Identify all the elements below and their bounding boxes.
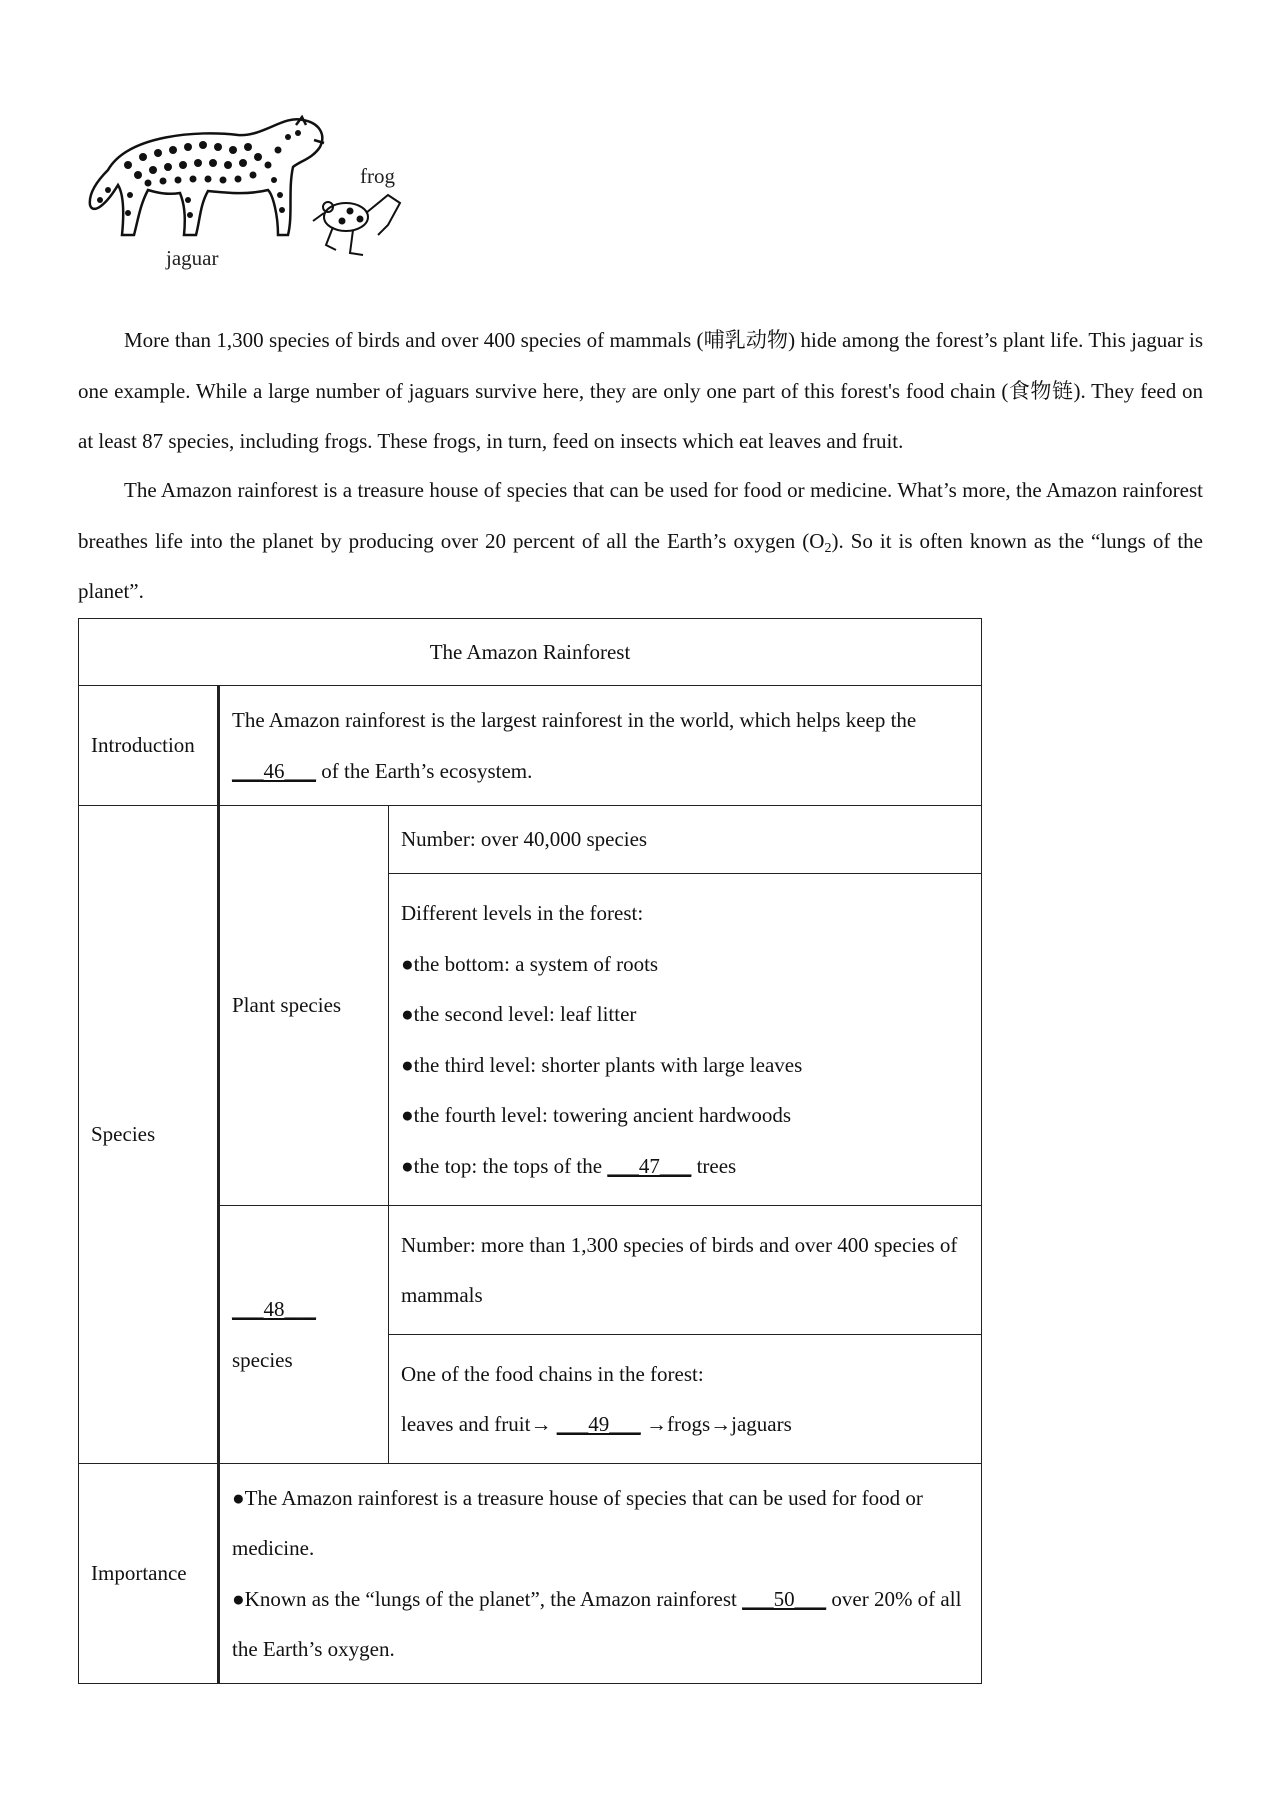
level-item: ●the second level: leaf litter <box>401 1002 637 1026</box>
introduction-text: The Amazon rainforest is the largest rainforest in the world, which helps keep the ___46___ of the Earth’s ecosystem. <box>219 686 982 806</box>
plant-species-label: Plant species <box>219 806 389 1206</box>
blank-47[interactable]: ___47___ <box>607 1153 692 1178</box>
jaguar-frog-illustration <box>88 95 428 280</box>
levels-heading: Different levels in the forest: <box>401 901 644 925</box>
food-chain-line: leaves and fruit→ ___49___ →frogs→jaguars <box>401 1412 792 1436</box>
paragraph-importance <box>78 465 1203 617</box>
table-title-row <box>79 619 982 686</box>
introduction-row <box>79 686 982 806</box>
importance-point: ●The Amazon rainforest is a treasure house of species that can be used for food or medicine. <box>232 1485 923 1560</box>
frog-drawing <box>313 195 400 255</box>
plant-number-row <box>79 806 982 874</box>
level-item-top: ●the top: the tops of the ___47___ trees <box>401 1153 737 1178</box>
paragraph-text: More than 1,300 species of birds and over 400 species of mammals (哺乳动物) hide among the forest’s plant life. This jaguar is one example. While a large number of jaguars survive here, they are only one part of this forest's food chain (食物链). They feed on at least 87 species, including frogs. These frogs, in turn, feed on insects which eat leaves and fruit. <box>78 328 1203 453</box>
importance-text <box>219 1464 982 1684</box>
level-item: ●the bottom: a system of roots <box>401 951 659 976</box>
rainforest-summary-table <box>78 618 982 1684</box>
blank-48[interactable]: ___48___ <box>232 1297 316 1321</box>
paragraph-food-chain <box>78 315 1203 467</box>
blank-49[interactable]: ___49___ <box>556 1412 641 1436</box>
paragraph-text-end: ). So it is often known as the “lungs of the planet”. <box>78 528 1203 603</box>
importance-label: Importance <box>79 1464 219 1684</box>
level-item: ●the third level: shorter plants with large leaves <box>401 1052 803 1077</box>
species-label: Species <box>79 806 219 1464</box>
paragraph-text-start: The Amazon rainforest is a treasure house of species that can be used for food or medicine. What’s more, the Amazon rainforest breathes life into the planet by producing over 20 percent of all the Earth’s oxygen (O <box>78 478 1203 553</box>
animal-number: Number: more than 1,300 species of birds and over 400 species of mammals <box>389 1206 982 1335</box>
food-chain <box>389 1335 982 1464</box>
blank-50[interactable]: ___50___ <box>742 1586 827 1611</box>
oxygen-subscript: 2 <box>824 540 832 556</box>
importance-row <box>79 1464 982 1684</box>
food-chain-heading: One of the food chains in the forest: <box>401 1361 704 1386</box>
table-title: The Amazon Rainforest <box>79 619 982 686</box>
frog-label: frog <box>360 164 395 188</box>
plant-levels <box>389 874 982 1206</box>
introduction-label: Introduction <box>79 686 219 806</box>
importance-point: ●Known as the “lungs of the planet”, the Amazon rainforest ___50___ over 20% of all the Earth’s oxygen. <box>232 1586 962 1661</box>
jaguar-spots <box>97 130 301 218</box>
animal-species-label: ___48___ species <box>219 1206 389 1464</box>
blank-46[interactable]: ___46___ <box>232 758 316 783</box>
jaguar-label: jaguar <box>166 246 219 270</box>
plant-number: Number: over 40,000 species <box>389 806 982 874</box>
level-item: ●the fourth level: towering ancient hardwoods <box>401 1103 791 1127</box>
